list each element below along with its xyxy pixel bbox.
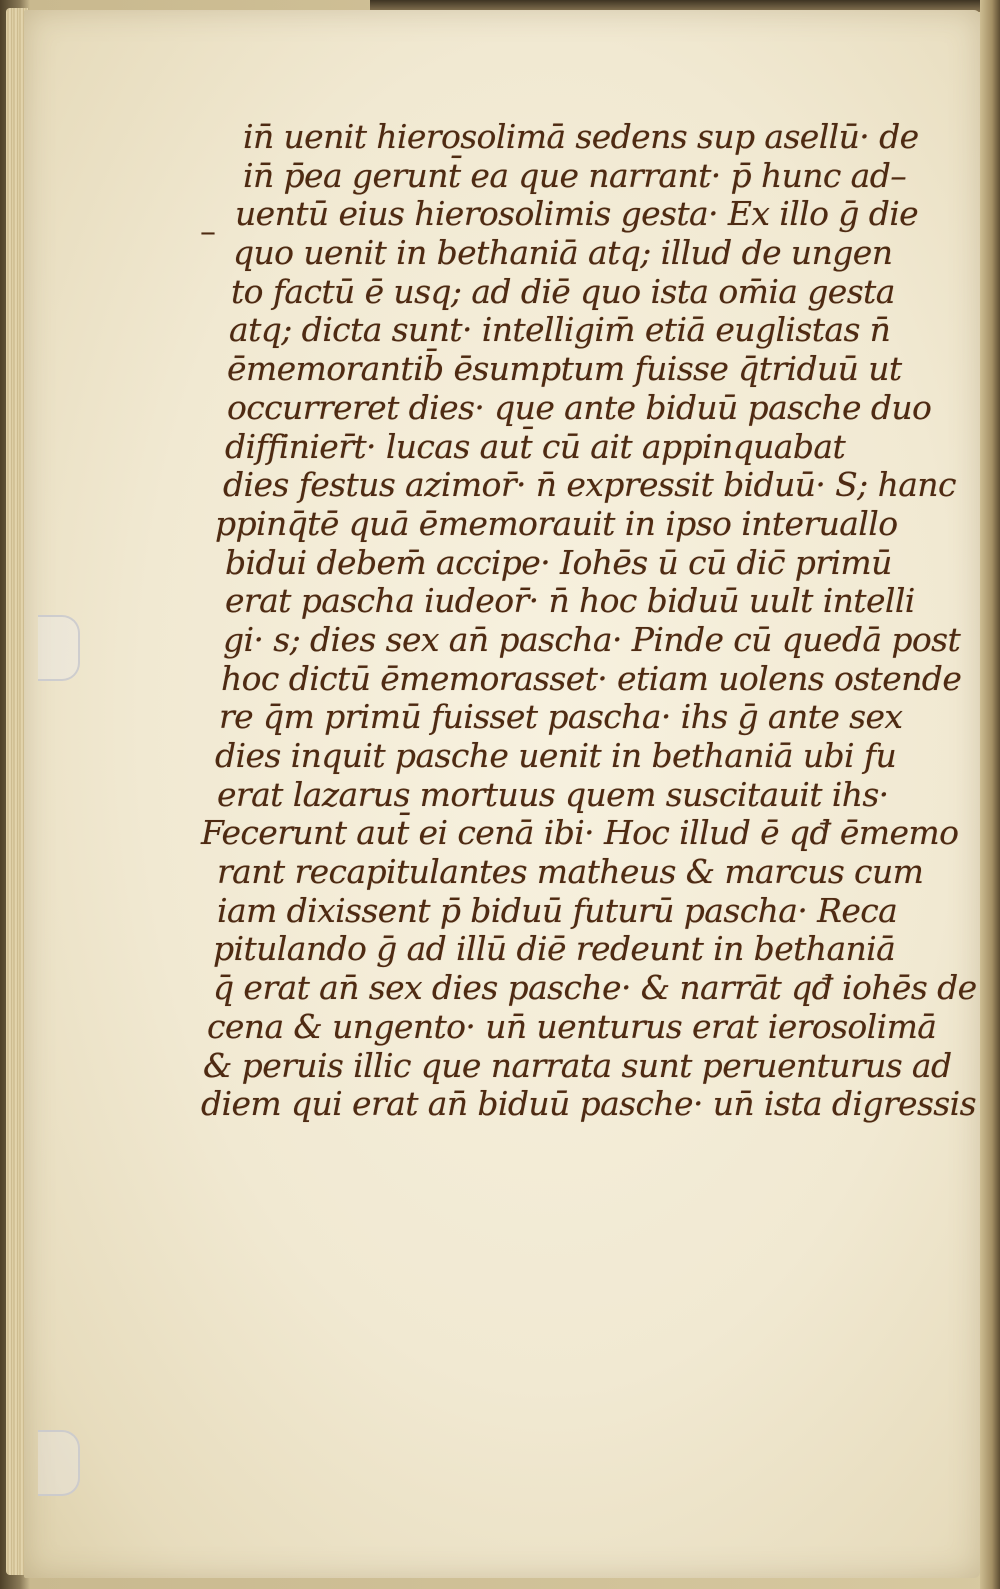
manuscript-line: iam dixissent p̄ biduū futurū pascha· Reca (217, 890, 898, 930)
manuscript-line: cena & ungento· un̄ uenturus erat ierosolimā (207, 1006, 937, 1046)
manuscript-line: re q̄m primū fuisset pascha· ihs ḡ ante sex (219, 697, 903, 737)
manuscript-line: hoc dictū ēmemorasset· etiam uolens ostende (221, 658, 962, 698)
manuscript-line: diffinier̄t· lucas aut̄ cū ait appinquabat (225, 426, 846, 466)
manuscript-line: erat pascha iudeor̄· n̄ hoc biduū uult intelli (225, 581, 915, 621)
manuscript-line: to factū ē usq; ad diē quo ista om̄ia gesta (231, 271, 895, 311)
manuscript-line: & peruis illic que narrata sunt peruenturus ad (203, 1045, 952, 1085)
manuscript-line: rant recapitulantes matheus & marcus cum (217, 852, 924, 892)
manuscript-line: occurreret dies· que ante biduū pasche duo (227, 387, 932, 427)
manuscript-line: dies festus azimor̄· n̄ expressit biduū· S; hanc (223, 465, 956, 505)
right-binding-edge (980, 0, 1000, 1589)
manuscript-line: quo uenit in bethaniā atq; illud de ungen (233, 233, 893, 273)
manuscript-line: q̄ erat an̄ sex dies pasche· & narrāt qđ iohēs de (213, 968, 977, 1008)
manuscript-line: bidui debem̄ accipe· Iohēs ū cū dic̄ primū (225, 542, 892, 582)
manuscript-line: ppinq̄tē quā ēmemorauit in ipso interuallo (215, 503, 898, 543)
margin-mark: – (200, 212, 216, 250)
manuscript-line: diem qui erat an̄ biduū pasche· un̄ ista digressis (201, 1084, 976, 1124)
page-tab-marker (38, 615, 80, 681)
page-tab-marker (38, 1430, 80, 1496)
manuscript-line: in̄ uenit hierosolimā sedens sup asellū· de (243, 117, 919, 156)
manuscript-text-block (195, 117, 977, 1124)
manuscript-line: dies inquit pasche uenit in bethaniā ubi fu (215, 736, 897, 775)
manuscript-line: in̄ p̄ea gerunt̄ ea que narrant· p̄ hunc ad– (243, 155, 907, 195)
manuscript-line: gi· s; dies sex an̄ pascha· Pinde cū quedā post (223, 619, 961, 659)
manuscript-line: ēmemorantib̄ ēsumptum fuisse q̄triduū ut (227, 349, 902, 389)
manuscript-line: pitulando ḡ ad illū diē redeunt in bethaniā (213, 929, 896, 969)
manuscript-line: uentū eius hierosolimis gesta· Ex illo ḡ die (235, 194, 919, 234)
manuscript-line: erat lazarus mortuus quem suscitauit ihs· (217, 774, 889, 814)
manuscript-line: atq; dicta sunt· intelligim̄ etiā euglistas n̄ (229, 310, 891, 350)
manuscript-line: Fecerunt aut̄ ei cenā ibi· Hoc illud ē qđ ēmemo (201, 813, 959, 853)
